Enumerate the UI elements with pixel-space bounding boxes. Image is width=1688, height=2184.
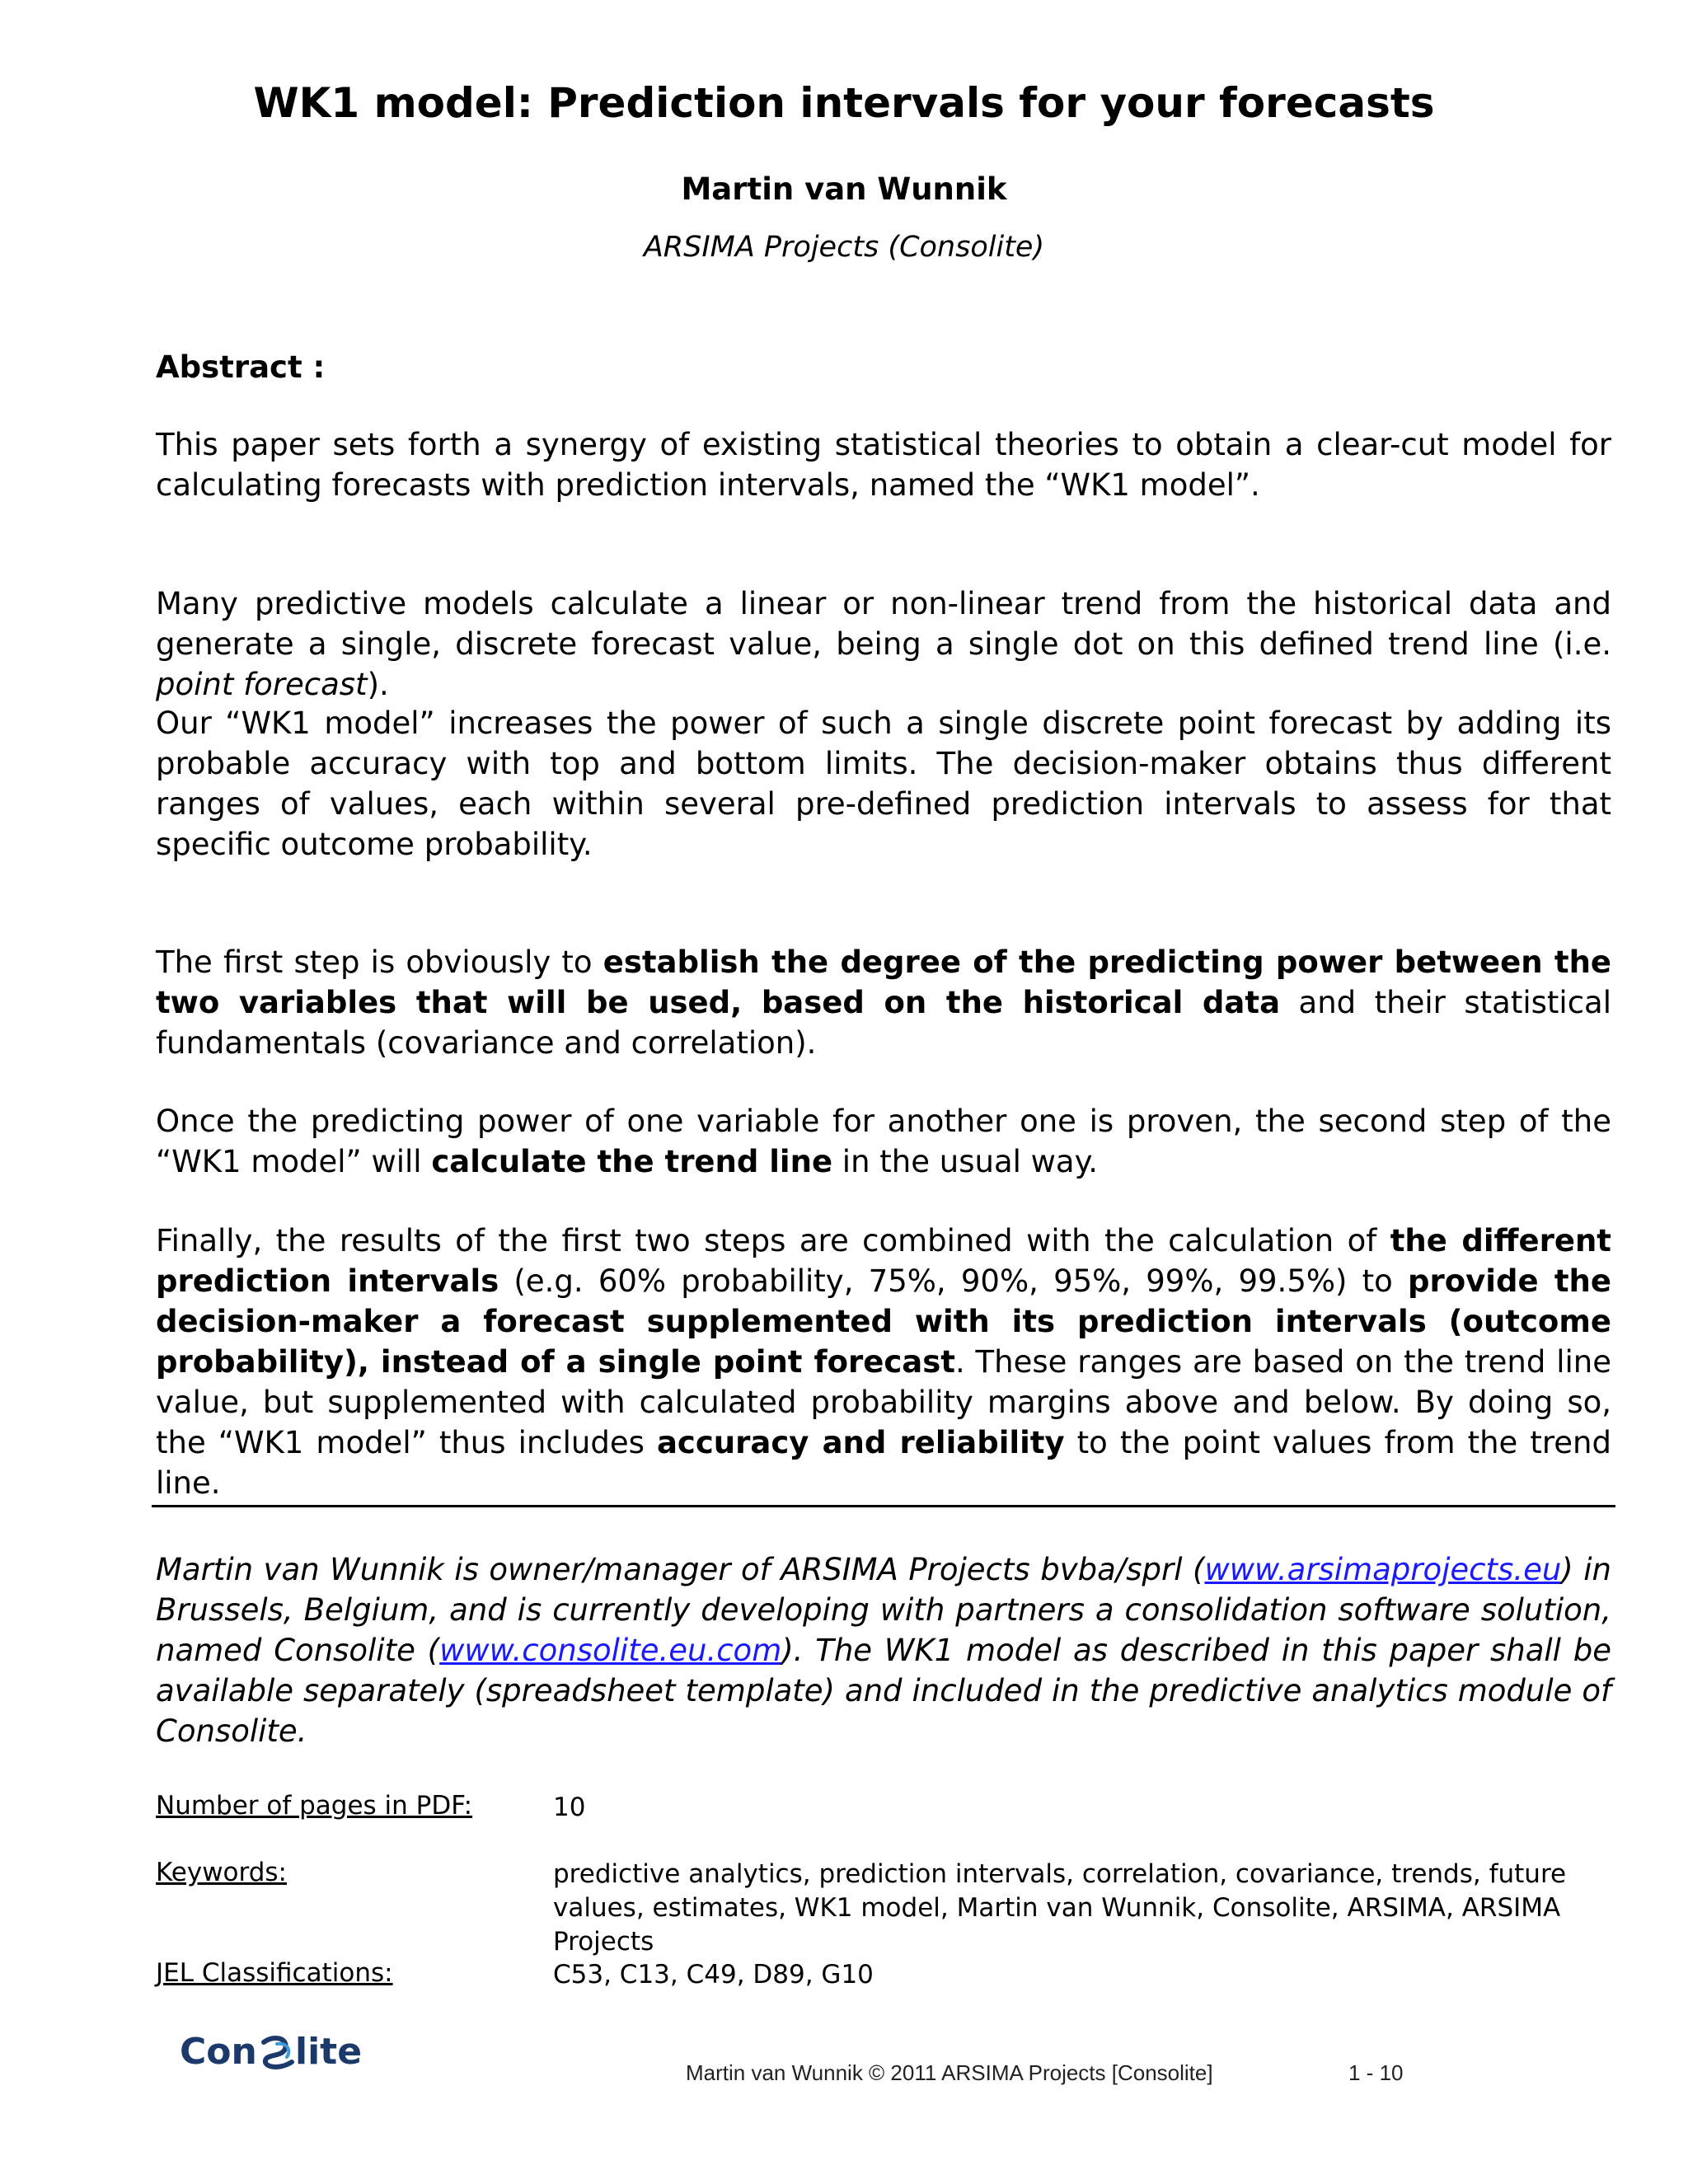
abstract-paragraph-3: Our “WK1 model” increases the power of such a single discrete point forecast by adding its probable accuracy with top and bottom limits. The decision-maker obtains thus different ranges of values, each within several pre-defined prediction intervals to assess for that specific outcome probability. [156,705,1611,862]
keywords-value: predictive analytics, prediction intervals, correlation, covariance, trends, future values, estimates, WK1 model, Martin van Wunnik, Consolite, ARSIMA, ARSIMA Projects [553,1859,1567,1957]
abstract-paragraph-4: The first step is obviously to establish the degree of the predicting power between the two variables that will be used, based on the historical data and their statistical fundamentals (covariance and correlation). [156,944,1612,1061]
pages-label: Number of pages in PDF: [156,1791,473,1821]
pages-value: 10 [553,1793,586,1822]
consolite-link[interactable]: www.consolite.eu.com [439,1633,782,1668]
author-affiliation: ARSIMA Projects (Consolite) [643,231,1045,264]
logo-text-left: Con [180,2031,257,2070]
abstract-heading: Abstract : [156,349,326,385]
author-bio: Martin van Wunnik is owner/manager of ARSIMA Projects bvba/sprl (www.arsimaprojects.eu) in Brussels, Belgium, and is currently developing with partners a consolidation software solution, named Consolite (www.consolite.eu.com). The WK1 model as described in this paper shall be available separately (spreadsheet template) and included in the predictive analytics module of Consolite. [156,1552,1611,1749]
keywords-label: Keywords: [156,1858,287,1887]
footer-copyright: Martin van Wunnik © 2011 ARSIMA Projects [Consolite] [686,2060,1213,2085]
jel-label: JEL Classifications: [156,1958,393,1988]
jel-value: C53, C13, C49, D89, G10 [553,1960,874,1990]
abstract-paragraph-6: Finally, the results of the first two steps are combined with the calculation of the different prediction intervals (e.g. 60% probability, 75%, 90%, 95%, 99%, 99.5%) to provide the decision-maker a forecast supplemented with its prediction intervals (outcome probability), instead of a single point forecast. These ranges are based on the trend line value, but supplemented with calculated probability margins above and below. By doing so, the “WK1 model” thus includes accuracy and reliability to the point values from the trend line. [156,1223,1611,1501]
abstract-paragraph-5: Once the predicting power of one variable for another one is proven, the second step of the “WK1 model” will calculate the trend line in the usual way. [156,1104,1611,1179]
logo-swoosh-icon [264,2038,292,2067]
footer-page-number: 1 - 10 [1348,2060,1404,2085]
author-name: Martin van Wunnik [681,171,1007,207]
section-divider [152,1505,1615,1507]
abstract-paragraph-1: This paper sets forth a synergy of existing statistical theories to obtain a clear-cut model for calculating forecasts with prediction intervals, named the “WK1 model”. [156,427,1611,503]
logo-text-right: lite [295,2031,363,2070]
arsima-link[interactable]: www.arsimaprojects.eu [1204,1552,1562,1587]
consolite-logo [180,2031,386,2070]
emphasis-point-forecast: point forecast [156,667,368,702]
abstract-paragraph-2: Many predictive models calculate a linear or non-linear trend from the historical data and generate a single, discrete forecast value, being a single dot on this defined trend line (i.e. point forecast). [156,586,1611,702]
paper-title: WK1 model: Prediction intervals for your forecasts [253,79,1435,127]
